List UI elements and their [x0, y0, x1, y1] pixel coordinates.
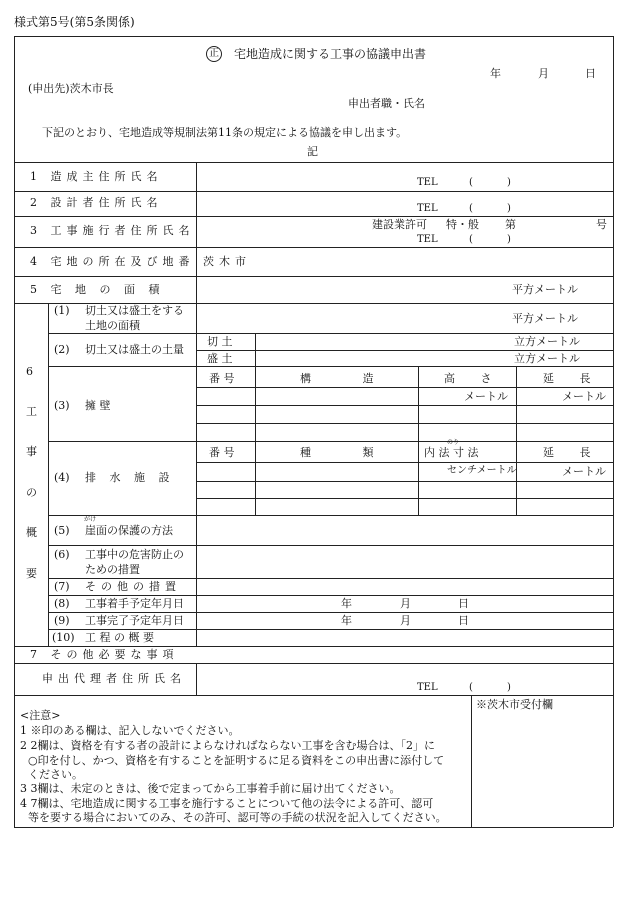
s8-year: 年: [341, 597, 352, 610]
original-stamp: 正: [206, 46, 222, 62]
tel-paren-close: ): [507, 234, 511, 245]
s2-cut: 切 土: [207, 335, 233, 348]
sec6-char: 6: [26, 365, 33, 378]
s2-fill: 盛 土: [207, 352, 233, 365]
s2-label: 切土又は盛土の土量: [85, 343, 184, 356]
tel-paren-open: (: [469, 177, 473, 188]
tel-label: TEL: [417, 177, 438, 188]
tel-label: TEL: [417, 234, 438, 245]
license-go: 号: [596, 218, 607, 231]
sec6-char: 事: [26, 445, 37, 458]
applicant-label: 申出者職・氏名: [348, 97, 425, 110]
row1-label: 1 造成主住所氏名: [30, 170, 163, 183]
s8-month: 月: [400, 597, 411, 610]
unit-cm: センチメートル: [447, 465, 517, 476]
s9-day: 日: [458, 614, 469, 627]
date-month: 月: [538, 67, 549, 80]
license-label: 建設業許可: [372, 218, 427, 231]
s4-header-no: 番 号: [209, 446, 235, 459]
s4-ruby: のり: [447, 439, 460, 446]
s4-num: (4): [54, 471, 70, 484]
sec6-char: 概: [26, 526, 37, 539]
sec6-char: 工: [26, 405, 37, 418]
s10-label: 工 程 の 概 要: [85, 631, 154, 644]
reception-label: ※茨木市受付欄: [476, 698, 553, 711]
row4-label: 4 宅地の所在及び地番: [30, 255, 195, 268]
s5-label: 崖面の保護の方法: [85, 524, 173, 537]
s5-num: (5): [54, 524, 70, 537]
s3-label: 擁 壁: [85, 399, 111, 412]
unit-cubic: 立方メートル: [514, 352, 580, 365]
s1-line2: 土地の面積: [85, 319, 140, 332]
form-number: 様式第5号(第5条関係): [14, 15, 135, 29]
note-line: 3 3欄は、未定のときは、後で定まってから工事着手前に届け出てください。: [20, 782, 401, 795]
unit-meter: メートル: [464, 390, 508, 403]
s9-year: 年: [341, 614, 352, 627]
note-line: 2 2欄は、資格を有する者の設計によらなければならない工事を含む場合は、「2」に: [20, 739, 435, 752]
note-line: 4 7欄は、宅地造成に関する工事を施行することについて他の法令による許可、認可: [20, 797, 434, 810]
unit-sqm: 平方メートル: [512, 283, 578, 296]
s9-month: 月: [400, 614, 411, 627]
s4-header-length: 延 長: [543, 446, 591, 459]
notes-heading: <注意>: [20, 709, 61, 722]
unit-meter: メートル: [562, 390, 606, 403]
s3-header-no: 番 号: [209, 372, 235, 385]
note-line: 等を要する場合においてのみ、その許可、認可等の手続の状況を記入してください。: [28, 811, 447, 824]
tel-paren-close: ): [507, 177, 511, 188]
s9-label: 工事完了予定年月日: [85, 614, 184, 627]
tel-paren-open: (: [469, 682, 473, 693]
s8-label: 工事着手予定年月日: [85, 597, 184, 610]
s3-header-structure: 構 造: [300, 372, 374, 385]
tel-paren-close: ): [507, 682, 511, 693]
s3-header-length: 延 長: [543, 372, 591, 385]
s1-line1: 切土又は盛土をする: [85, 304, 184, 317]
note-line: ください。: [28, 768, 83, 781]
license-type: 特・般: [446, 218, 479, 231]
s3-label-box: [85, 400, 189, 411]
row2-label: 2 設計者住所氏名: [30, 196, 163, 209]
s1-num: (1): [54, 304, 70, 317]
s4-label: 排 水 施 設: [85, 471, 170, 484]
recipient: (申出先)茨木市長: [28, 82, 114, 95]
tel-label: TEL: [417, 682, 438, 693]
date-year: 年: [490, 67, 501, 80]
s4-header-kind: 種 類: [300, 446, 374, 459]
s3-num: (3): [54, 399, 70, 412]
s6-line2: ための措置: [85, 563, 140, 576]
s3-header-height: 高 さ: [444, 372, 492, 385]
row4-value: 茨木市: [203, 255, 251, 268]
note-line: 1 ※印のある欄は、記入しないでください。: [20, 724, 240, 737]
unit-cubic: 立方メートル: [514, 335, 580, 348]
tel-paren-open: (: [469, 234, 473, 245]
s4-header-size: 内 法 寸 法: [424, 446, 479, 459]
note-line: ○印を付し、かつ、資格を有することを証明するに足る資料をこの申出書に添付して: [28, 754, 445, 767]
row7-label: 7 その他必要な事項: [30, 648, 179, 661]
agent-label: 申出代理者住所氏名: [42, 672, 186, 685]
s7-label: その他の措置: [85, 580, 181, 593]
row3-label: 3 工事施行者住所氏名: [30, 224, 195, 237]
s8-day: 日: [458, 597, 469, 610]
s8-num: (8): [54, 597, 70, 610]
tel-label: TEL: [417, 203, 438, 214]
unit-sqm: 平方メートル: [512, 312, 578, 325]
date-day: 日: [585, 67, 596, 80]
row5-label: 5 宅 地 の 面 積: [30, 283, 165, 296]
s7-num: (7): [54, 580, 70, 593]
form-title: 宅地造成に関する工事の協議申出書: [234, 47, 427, 61]
ki-mark: 記: [307, 145, 318, 158]
license-dai: 第: [505, 218, 516, 231]
tel-paren-close: ): [507, 203, 511, 214]
unit-meter: メートル: [562, 465, 606, 478]
s9-num: (9): [54, 614, 70, 627]
s6-line1: 工事中の危害防止の: [85, 548, 184, 561]
s6-num: (6): [54, 548, 70, 561]
sec6-char: 要: [26, 567, 37, 580]
s5-ruby: がけ: [84, 516, 97, 523]
sec6-char: の: [26, 486, 37, 499]
tel-paren-open: (: [469, 203, 473, 214]
s10-num: (10): [52, 631, 75, 644]
statement: 下記のとおり、宅地造成等規制法第11条の規定による協議を申し出ます。: [42, 126, 408, 139]
s2-num: (2): [54, 343, 70, 356]
